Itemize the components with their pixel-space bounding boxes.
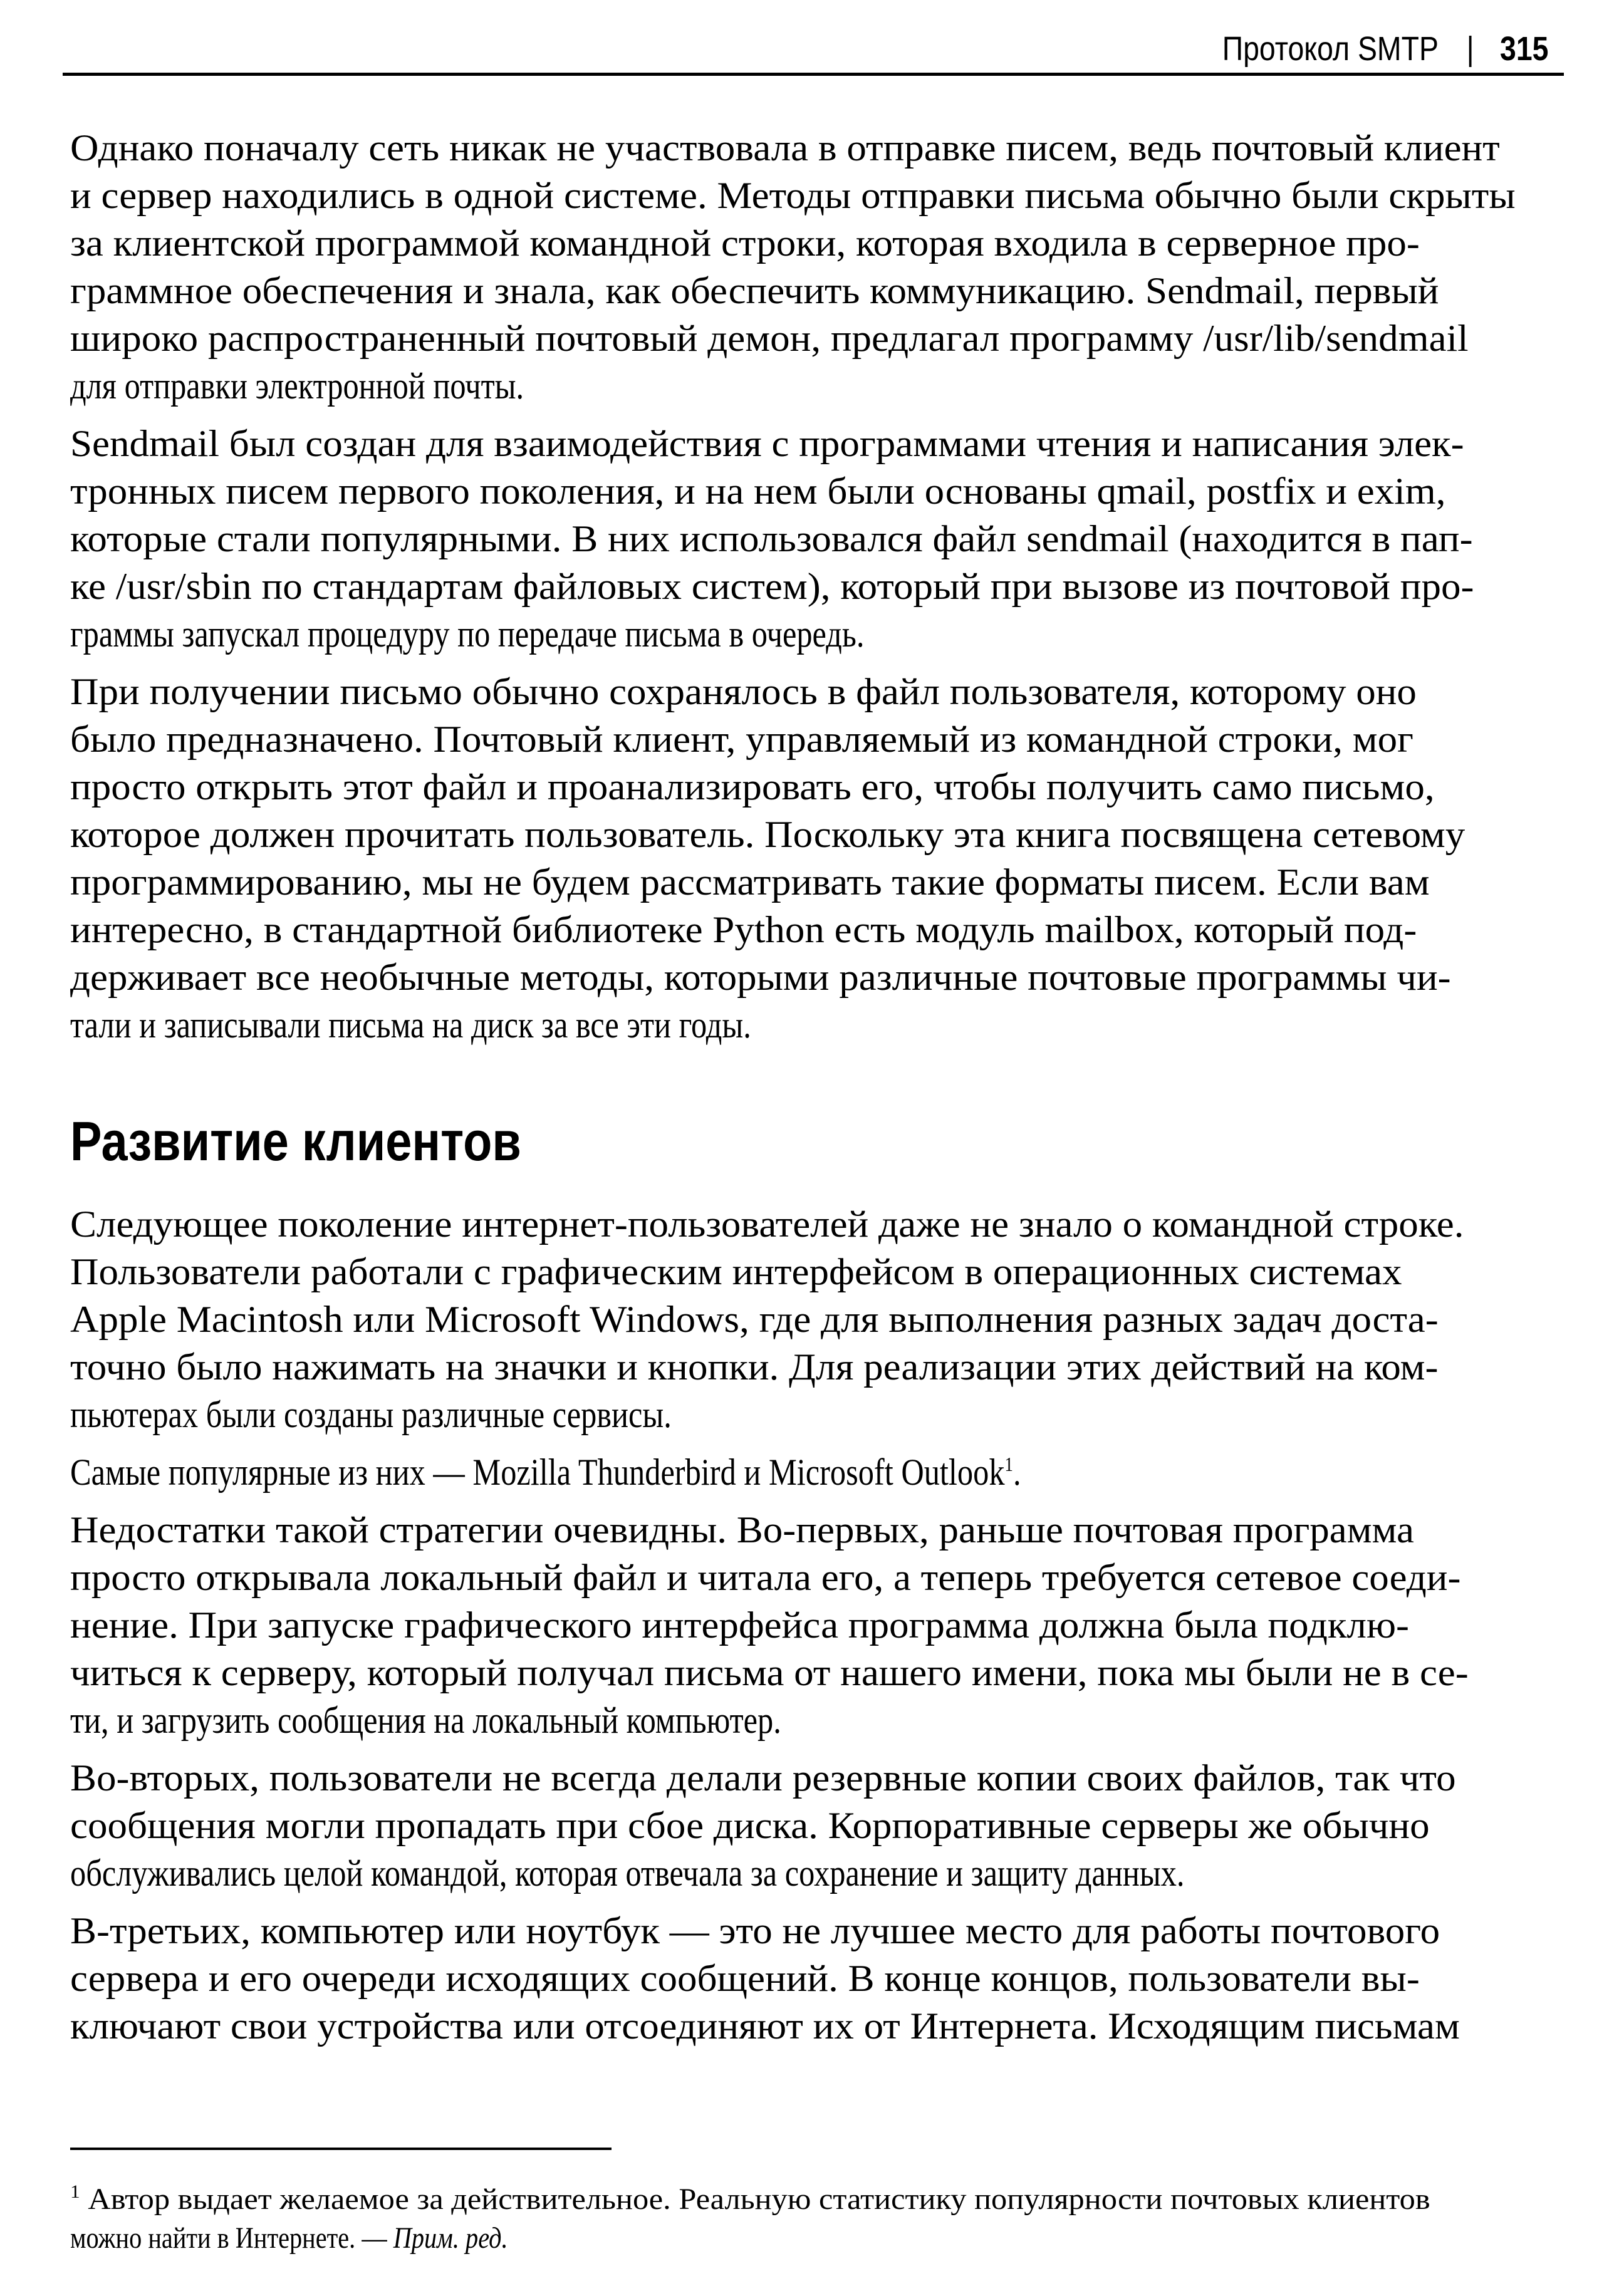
text-line-content xyxy=(70,1296,1439,1343)
text-line-text: обслуживались целой командой, которая отвечала за сохранение и защиту данных. xyxy=(70,1852,1185,1894)
text-line xyxy=(70,515,1555,563)
text-line-content xyxy=(70,906,1417,953)
text-line-content xyxy=(70,1907,1440,1955)
text-line xyxy=(70,1601,1555,1649)
text-line xyxy=(70,953,1555,1001)
text-line-text: которое должен прочитать пользователь. Поскольку эта книга посвящена сетевому xyxy=(70,814,1465,855)
footnote-line-fit xyxy=(70,2180,1430,2219)
text-line-text: Однако поначалу сеть никак не участвовала в отправке писем, ведь почтовый клиент xyxy=(70,127,1500,169)
text-line-content xyxy=(70,1601,1409,1649)
text-line-text: ключают свои устройства или отсоединяют их от Интернета. Исходящим письмам xyxy=(70,2005,1460,2047)
text-line-content xyxy=(70,1802,1430,1849)
text-line xyxy=(70,1955,1555,2002)
text-line-content xyxy=(70,1554,1460,1601)
footnote-rule xyxy=(70,2148,612,2150)
text-line-content xyxy=(70,515,1473,563)
text-line xyxy=(70,563,1555,610)
text-line-text: было предназначено. Почтовый клиент, управляемый из командной строки, мог xyxy=(70,719,1413,760)
footnote-line-fit xyxy=(70,2219,508,2258)
text-line-text: тронных писем первого поколения, и на нем были основаны qmail, postfix и exim, xyxy=(70,470,1446,512)
text-line-content xyxy=(70,2002,1460,2050)
footnote-line-text: можно найти в Интернете. — xyxy=(70,2221,393,2255)
text-line-content xyxy=(70,1448,1021,1496)
text-line xyxy=(70,420,1555,467)
text-line xyxy=(70,858,1555,906)
text-line xyxy=(70,2002,1555,2050)
text-line-content xyxy=(70,124,1500,172)
text-line-text: ке /usr/sbin по стандартам файловых систем), который при вызове из почтовой про- xyxy=(70,566,1474,607)
paragraph xyxy=(70,420,1555,658)
text-line-text: Следующее поколение интернет-пользователей даже не знало о командной строке. xyxy=(70,1203,1464,1245)
text-line-content xyxy=(70,362,524,410)
section-heading: Развитие клиентов xyxy=(70,1110,521,1172)
text-line-content xyxy=(70,1754,1456,1802)
text-line-text: Пользователи работали с графическим интерфейсом в операционных системах xyxy=(70,1251,1402,1292)
text-line-content xyxy=(70,1001,751,1049)
text-line xyxy=(70,610,1555,658)
text-line-text: граммы запускал процедуру по передаче письма в очередь. xyxy=(70,613,865,655)
paragraph xyxy=(70,668,1555,1049)
text-line-content xyxy=(70,267,1439,314)
text-line-content xyxy=(70,563,1474,610)
trailing-punctuation: . xyxy=(1012,1452,1021,1493)
footnote-reference[interactable]: 1 xyxy=(1004,1453,1013,1475)
text-line-text: граммное обеспечения и знала, как обеспечить коммуникацию. Sendmail, первый xyxy=(70,270,1439,311)
text-line xyxy=(70,668,1555,715)
text-line xyxy=(70,1754,1555,1802)
text-line xyxy=(70,1343,1555,1391)
footnote-number: 1 xyxy=(70,2181,80,2202)
text-line-content xyxy=(70,172,1516,219)
text-line-text: сервера и его очереди исходящих сообщений. В конце концов, пользователи вы- xyxy=(70,1958,1420,1999)
text-line-text: ти, и загрузить сообщения на локальный компьютер. xyxy=(70,1700,781,1741)
body-text xyxy=(70,124,1555,2060)
text-line xyxy=(70,172,1555,219)
text-line xyxy=(70,1696,1555,1744)
text-line xyxy=(70,267,1555,314)
text-line xyxy=(70,1001,1555,1049)
text-line-text: Apple Macintosh или Microsoft Windows, где для выполнения разных задач доста- xyxy=(70,1299,1439,1340)
text-line xyxy=(70,906,1555,953)
text-line-text: для отправки электронной почты. xyxy=(70,365,524,407)
text-line-text: читься к серверу, который получал письма от нашего имени, пока мы были не в се- xyxy=(70,1652,1469,1693)
paragraph xyxy=(70,124,1555,410)
text-line-content xyxy=(70,1849,1185,1897)
text-line-content xyxy=(70,1248,1402,1296)
text-line-content xyxy=(70,953,1451,1001)
footnote-line xyxy=(70,2180,1555,2219)
text-line xyxy=(70,1649,1555,1696)
text-line-text: которые стали популярными. В них использовался файл sendmail (находится в пап- xyxy=(70,518,1473,559)
text-line-content xyxy=(70,467,1445,515)
text-line xyxy=(70,124,1555,172)
footnote-line-text: Автор выдает желаемое за действительное. Реальную статистику популярности почтовых клиентов xyxy=(88,2183,1430,2216)
text-line-text: держивает все необычные методы, которыми различные почтовые программы чи- xyxy=(70,957,1451,998)
text-line xyxy=(70,1391,1555,1438)
text-line xyxy=(70,1849,1555,1897)
chapter-title: Протокол SMTP xyxy=(1222,30,1439,68)
header-rule xyxy=(63,73,1564,76)
text-line-content xyxy=(70,1649,1469,1696)
paragraphs-before-section xyxy=(70,124,1555,1049)
text-line-content xyxy=(70,1200,1464,1248)
text-line xyxy=(70,1296,1555,1343)
text-line xyxy=(70,1200,1555,1248)
text-line-text: При получении письмо обычно сохранялось в файл пользователя, которому оно xyxy=(70,671,1417,712)
header-separator: | xyxy=(1467,30,1475,68)
text-line-text: и сервер находились в одной системе. Методы отправки письма обычно были скрыты xyxy=(70,175,1516,216)
text-line-content xyxy=(70,811,1465,858)
text-line-content xyxy=(70,1343,1439,1391)
text-line-content xyxy=(70,314,1469,362)
text-line-text: Sendmail был создан для взаимодействия с программами чтения и написания элек- xyxy=(70,423,1464,464)
text-line-text: интересно, в стандартной библиотеке Python есть модуль mailbox, который под- xyxy=(70,909,1417,950)
text-line-content xyxy=(70,715,1413,763)
text-line-content xyxy=(70,420,1464,467)
text-line-content xyxy=(70,668,1417,715)
text-line-text: пьютерах были созданы различные сервисы. xyxy=(70,1394,672,1435)
text-line xyxy=(70,1248,1555,1296)
text-line-content xyxy=(70,1391,672,1438)
page-number: 315 xyxy=(1500,30,1549,68)
text-line xyxy=(70,1448,1555,1496)
editor-note: Прим. ред. xyxy=(393,2221,508,2255)
text-line xyxy=(70,1506,1555,1554)
paragraph xyxy=(70,1448,1555,1496)
text-line xyxy=(70,219,1555,267)
text-line-text: программированию, мы не будем рассматривать такие форматы писем. Если вам xyxy=(70,861,1430,903)
text-line-content xyxy=(70,858,1430,906)
text-line xyxy=(70,1802,1555,1849)
text-line xyxy=(70,1907,1555,1955)
running-header-text xyxy=(1222,29,1564,69)
paragraph xyxy=(70,1754,1555,1897)
paragraphs-after-section xyxy=(70,1200,1555,2050)
text-line-content xyxy=(70,610,864,658)
paragraph xyxy=(70,1506,1555,1744)
text-line-content xyxy=(70,1696,781,1744)
text-line-text: просто открывала локальный файл и читала его, а теперь требуется сетевое соеди- xyxy=(70,1557,1461,1598)
text-line-text: за клиентской программой командной строки, которая входила в серверное про- xyxy=(70,222,1420,264)
text-line-text: Во-вторых, пользователи не всегда делали резервные копии своих файлов, так что xyxy=(70,1757,1456,1799)
text-line xyxy=(70,715,1555,763)
text-line-text: тали и записывали письма на диск за все эти годы. xyxy=(70,1004,751,1046)
text-line-content xyxy=(70,219,1420,267)
text-line xyxy=(70,1554,1555,1601)
footnote xyxy=(70,2180,1555,2258)
text-line xyxy=(70,314,1555,362)
text-line-text: широко распространенный почтовый демон, предлагал программу /usr/lib/sendmail xyxy=(70,318,1469,359)
text-line-text: просто открыть этот файл и проанализировать его, чтобы получить само письмо, xyxy=(70,766,1435,808)
footnote-line xyxy=(70,2219,1555,2258)
text-line-text: сообщения могли пропадать при сбое диска. Корпоративные серверы же обычно xyxy=(70,1805,1430,1846)
paragraph xyxy=(70,1907,1555,2050)
text-line-text: Самые популярные из них — Mozilla Thunderbird и Microsoft Outlook xyxy=(70,1452,1005,1493)
paragraph xyxy=(70,1200,1555,1438)
text-line xyxy=(70,362,1555,410)
text-line xyxy=(70,467,1555,515)
text-line-content xyxy=(70,763,1435,811)
text-line xyxy=(70,811,1555,858)
text-line-content xyxy=(70,1506,1414,1554)
text-line-text: Недостатки такой стратегии очевидны. Во-первых, раньше почтовая программа xyxy=(70,1509,1415,1551)
text-line xyxy=(70,763,1555,811)
text-line-text: нение. При запуске графического интерфейса программа должна была подклю- xyxy=(70,1604,1410,1646)
text-line-text: В-третьих, компьютер или ноутбук — это не лучшее место для работы почтового xyxy=(70,1910,1440,1951)
text-line-text: точно было нажимать на значки и кнопки. Для реализации этих действий на ком- xyxy=(70,1346,1439,1388)
running-header xyxy=(63,26,1564,76)
text-line-content xyxy=(70,1955,1420,2002)
